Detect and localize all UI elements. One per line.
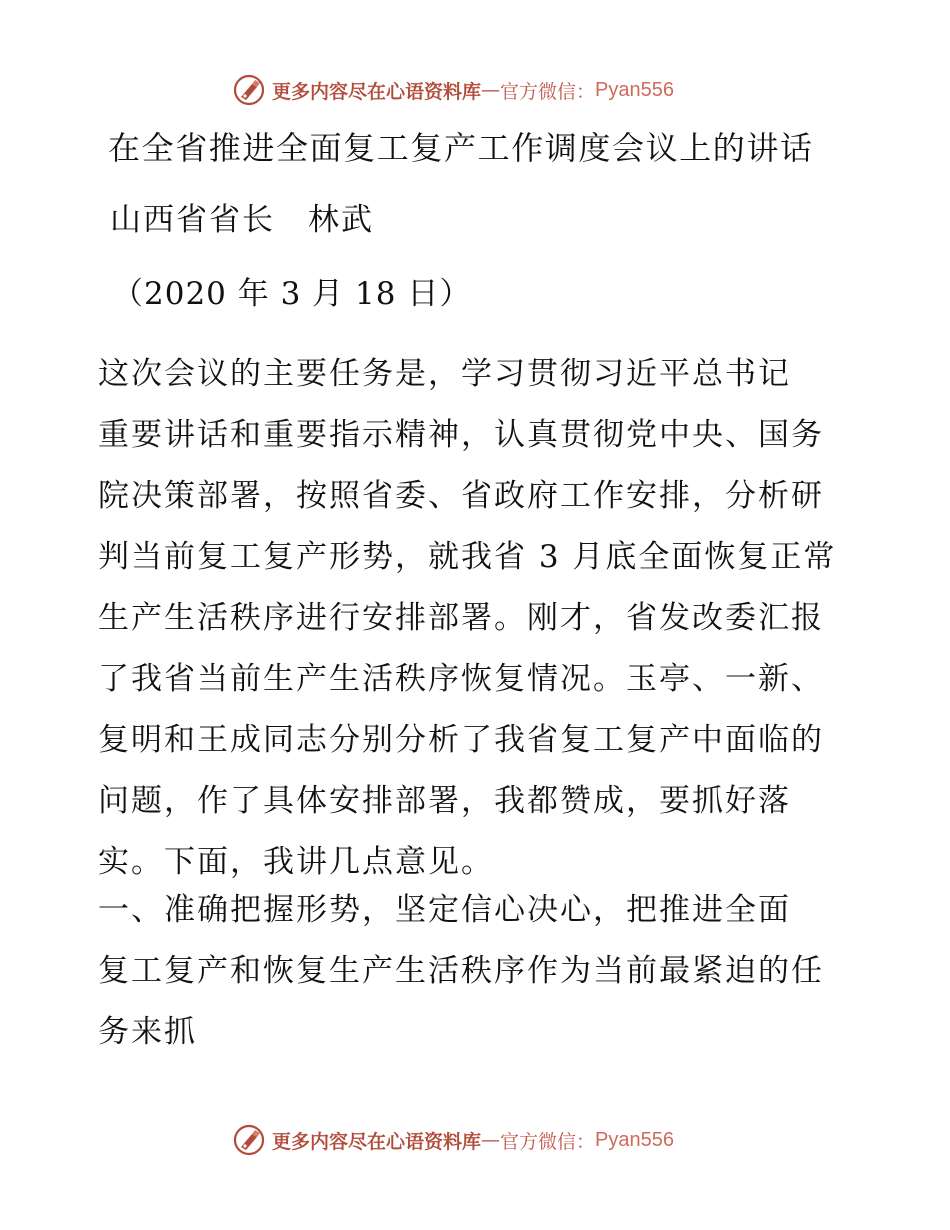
watermark-banner-top	[232, 72, 674, 108]
heading-line: 务来抓	[98, 1014, 197, 1050]
paragraph-line: 复明和王成同志分别分析了我省复工复产中面临的	[98, 722, 824, 758]
watermark-wechat-label: 官方微信：	[500, 80, 596, 103]
document-date: （2020 年 3 月 18 日）	[112, 276, 472, 312]
document-title: 在全省推进全面复工复产工作调度会议上的讲话	[108, 129, 814, 167]
paragraph-line: 实。下面，我讲几点意见。	[98, 844, 494, 880]
heading-line: 一、准确把握形势，坚定信心决心，把推进全面	[98, 892, 791, 928]
section-heading-1	[98, 880, 858, 1063]
pen-nib-logo-icon	[232, 73, 266, 107]
body-paragraph-1	[98, 344, 858, 893]
watermark-wechat-id: Pyan556	[595, 78, 674, 101]
paragraph-line: 重要讲话和重要指示精神，认真贯彻党中央、国务	[98, 417, 824, 453]
watermark-main-text: 更多内容尽在心语资料库	[272, 1130, 482, 1153]
document-author: 山西省省长 林武	[110, 202, 374, 238]
watermark-wechat-label: 官方微信：	[500, 1130, 596, 1153]
pen-nib-logo-icon	[232, 1123, 266, 1157]
watermark-banner-bottom	[232, 1122, 674, 1158]
paragraph-line: 这次会议的主要任务是，学习贯彻习近平总书记	[98, 356, 791, 392]
watermark-separator: —	[481, 1129, 501, 1151]
paragraph-line: 院决策部署，按照省委、省政府工作安排，分析研	[98, 478, 824, 514]
heading-line: 复工复产和恢复生产生活秩序作为当前最紧迫的任	[98, 953, 824, 989]
watermark-separator: —	[481, 79, 501, 101]
paragraph-line: 生产生活秩序进行安排部署。刚才，省发改委汇报	[98, 600, 824, 636]
paragraph-line: 问题，作了具体安排部署，我都赞成，要抓好落	[98, 783, 791, 819]
watermark-wechat-id: Pyan556	[595, 1128, 674, 1151]
paragraph-line: 了我省当前生产生活秩序恢复情况。玉亭、一新、	[98, 661, 824, 697]
watermark-main-text: 更多内容尽在心语资料库	[272, 80, 482, 103]
paragraph-line: 判当前复工复产形势，就我省 3 月底全面恢复正常	[98, 539, 837, 575]
